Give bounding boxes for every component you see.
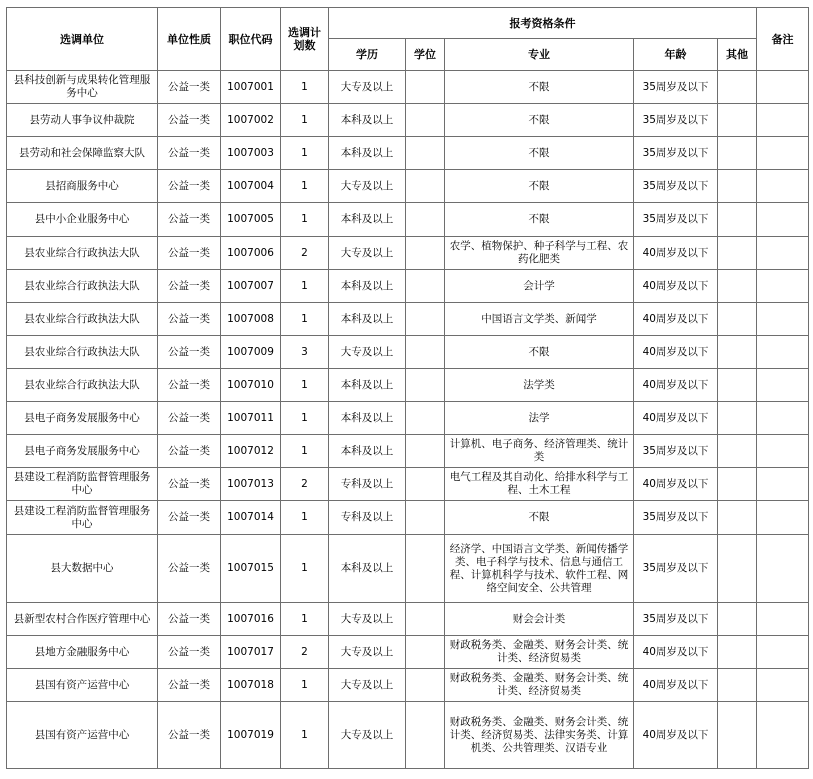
code-cell: 1007006 — [221, 237, 281, 270]
code-cell: 1007019 — [221, 702, 281, 769]
other-cell — [718, 468, 757, 501]
degree-cell — [406, 137, 445, 170]
header-conditions: 报考资格条件 — [329, 8, 757, 39]
major-cell: 不限 — [445, 104, 634, 137]
plan-cell: 2 — [281, 237, 329, 270]
education-cell: 本科及以上 — [329, 203, 406, 237]
remark-cell — [757, 270, 809, 303]
plan-cell: 1 — [281, 535, 329, 603]
education-cell: 大专及以上 — [329, 336, 406, 369]
plan-cell: 1 — [281, 104, 329, 137]
code-cell: 1007008 — [221, 303, 281, 336]
nature-cell: 公益一类 — [158, 435, 221, 468]
age-cell: 40周岁及以下 — [634, 270, 718, 303]
plan-cell: 2 — [281, 468, 329, 501]
remark-cell — [757, 369, 809, 402]
unit-cell: 县电子商务发展服务中心 — [7, 435, 158, 468]
education-cell: 大专及以上 — [329, 669, 406, 702]
education-cell: 大专及以上 — [329, 237, 406, 270]
code-cell: 1007016 — [221, 603, 281, 636]
age-cell: 40周岁及以下 — [634, 468, 718, 501]
other-cell — [718, 669, 757, 702]
remark-cell — [757, 402, 809, 435]
major-cell: 法学 — [445, 402, 634, 435]
degree-cell — [406, 369, 445, 402]
table-row — [7, 237, 809, 270]
header-degree: 学位 — [406, 39, 445, 71]
age-cell: 40周岁及以下 — [634, 303, 718, 336]
plan-cell: 1 — [281, 702, 329, 769]
table-row — [7, 71, 809, 104]
unit-cell: 县新型农村合作医疗管理中心 — [7, 603, 158, 636]
age-cell: 35周岁及以下 — [634, 535, 718, 603]
remark-cell — [757, 702, 809, 769]
age-cell: 35周岁及以下 — [634, 501, 718, 535]
unit-cell: 县农业综合行政执法大队 — [7, 369, 158, 402]
major-cell: 计算机、电子商务、经济管理类、统计类 — [445, 435, 634, 468]
major-cell: 电气工程及其自动化、给排水科学与工程、土木工程 — [445, 468, 634, 501]
degree-cell — [406, 104, 445, 137]
unit-cell: 县招商服务中心 — [7, 170, 158, 203]
other-cell — [718, 203, 757, 237]
code-cell: 1007003 — [221, 137, 281, 170]
code-cell: 1007010 — [221, 369, 281, 402]
code-cell: 1007018 — [221, 669, 281, 702]
header-code: 职位代码 — [221, 8, 281, 71]
table-row — [7, 603, 809, 636]
other-cell — [718, 501, 757, 535]
age-cell: 35周岁及以下 — [634, 137, 718, 170]
table-row — [7, 535, 809, 603]
remark-cell — [757, 237, 809, 270]
age-cell: 40周岁及以下 — [634, 702, 718, 769]
education-cell: 本科及以上 — [329, 535, 406, 603]
other-cell — [718, 104, 757, 137]
table-row — [7, 203, 809, 237]
plan-cell: 1 — [281, 303, 329, 336]
other-cell — [718, 270, 757, 303]
unit-cell: 县地方金融服务中心 — [7, 636, 158, 669]
remark-cell — [757, 535, 809, 603]
degree-cell — [406, 203, 445, 237]
other-cell — [718, 170, 757, 203]
remark-cell — [757, 501, 809, 535]
table-row — [7, 270, 809, 303]
education-cell: 本科及以上 — [329, 402, 406, 435]
nature-cell: 公益一类 — [158, 170, 221, 203]
plan-cell: 1 — [281, 501, 329, 535]
unit-cell: 县农业综合行政执法大队 — [7, 270, 158, 303]
degree-cell — [406, 435, 445, 468]
remark-cell — [757, 104, 809, 137]
degree-cell — [406, 402, 445, 435]
unit-cell: 县国有资产运营中心 — [7, 702, 158, 769]
table-row — [7, 369, 809, 402]
age-cell: 40周岁及以下 — [634, 237, 718, 270]
table-row — [7, 468, 809, 501]
table-row — [7, 104, 809, 137]
nature-cell: 公益一类 — [158, 71, 221, 104]
education-cell: 本科及以上 — [329, 270, 406, 303]
age-cell: 35周岁及以下 — [634, 170, 718, 203]
recruitment-table — [6, 7, 809, 769]
age-cell: 40周岁及以下 — [634, 636, 718, 669]
major-cell: 财政税务类、金融类、财务会计类、统计类、经济贸易类 — [445, 669, 634, 702]
table-row — [7, 435, 809, 468]
degree-cell — [406, 468, 445, 501]
major-cell: 中国语言文学类、新闻学 — [445, 303, 634, 336]
table-row — [7, 303, 809, 336]
major-cell: 经济学、中国语言文学类、新闻传播学类、电子科学与技术、信息与通信工程、计算机科学与技术、软件工程、网络空间安全、公共管理 — [445, 535, 634, 603]
age-cell: 35周岁及以下 — [634, 104, 718, 137]
code-cell: 1007001 — [221, 71, 281, 104]
code-cell: 1007007 — [221, 270, 281, 303]
education-cell: 大专及以上 — [329, 636, 406, 669]
code-cell: 1007004 — [221, 170, 281, 203]
remark-cell — [757, 137, 809, 170]
degree-cell — [406, 71, 445, 104]
nature-cell: 公益一类 — [158, 137, 221, 170]
major-cell: 财会会计类 — [445, 603, 634, 636]
header-plan: 选调计划数 — [281, 8, 329, 71]
nature-cell: 公益一类 — [158, 603, 221, 636]
age-cell: 35周岁及以下 — [634, 203, 718, 237]
major-cell: 农学、植物保护、种子科学与工程、农药化肥类 — [445, 237, 634, 270]
major-cell: 财政税务类、金融类、财务会计类、统计类、经济贸易类 — [445, 636, 634, 669]
education-cell: 本科及以上 — [329, 104, 406, 137]
remark-cell — [757, 336, 809, 369]
remark-cell — [757, 669, 809, 702]
age-cell: 35周岁及以下 — [634, 435, 718, 468]
other-cell — [718, 535, 757, 603]
nature-cell: 公益一类 — [158, 535, 221, 603]
major-cell: 法学类 — [445, 369, 634, 402]
unit-cell: 县建设工程消防监督管理服务中心 — [7, 468, 158, 501]
remark-cell — [757, 71, 809, 104]
table-row — [7, 402, 809, 435]
major-cell: 不限 — [445, 203, 634, 237]
remark-cell — [757, 303, 809, 336]
table-row — [7, 137, 809, 170]
major-cell: 不限 — [445, 137, 634, 170]
degree-cell — [406, 270, 445, 303]
code-cell: 1007013 — [221, 468, 281, 501]
nature-cell: 公益一类 — [158, 237, 221, 270]
plan-cell: 1 — [281, 270, 329, 303]
header-remark: 备注 — [757, 8, 809, 71]
degree-cell — [406, 237, 445, 270]
education-cell: 大专及以上 — [329, 170, 406, 203]
education-cell: 大专及以上 — [329, 603, 406, 636]
plan-cell: 2 — [281, 636, 329, 669]
unit-cell: 县劳动和社会保障监察大队 — [7, 137, 158, 170]
unit-cell: 县科技创新与成果转化管理服务中心 — [7, 71, 158, 104]
degree-cell — [406, 603, 445, 636]
education-cell: 专科及以上 — [329, 468, 406, 501]
nature-cell: 公益一类 — [158, 104, 221, 137]
other-cell — [718, 71, 757, 104]
age-cell: 35周岁及以下 — [634, 71, 718, 104]
education-cell: 大专及以上 — [329, 71, 406, 104]
age-cell: 40周岁及以下 — [634, 402, 718, 435]
degree-cell — [406, 535, 445, 603]
degree-cell — [406, 636, 445, 669]
code-cell: 1007005 — [221, 203, 281, 237]
degree-cell — [406, 303, 445, 336]
degree-cell — [406, 170, 445, 203]
table-row — [7, 336, 809, 369]
age-cell: 40周岁及以下 — [634, 369, 718, 402]
major-cell: 财政税务类、金融类、财务会计类、统计类、经济贸易类、法律实务类、计算机类、公共管理类、汉语专业 — [445, 702, 634, 769]
education-cell: 本科及以上 — [329, 303, 406, 336]
plan-cell: 3 — [281, 336, 329, 369]
nature-cell: 公益一类 — [158, 468, 221, 501]
remark-cell — [757, 203, 809, 237]
table-row — [7, 170, 809, 203]
other-cell — [718, 702, 757, 769]
header-age: 年龄 — [634, 39, 718, 71]
code-cell: 1007014 — [221, 501, 281, 535]
degree-cell — [406, 501, 445, 535]
education-cell: 本科及以上 — [329, 435, 406, 468]
code-cell: 1007002 — [221, 104, 281, 137]
education-cell: 本科及以上 — [329, 137, 406, 170]
other-cell — [718, 237, 757, 270]
major-cell: 不限 — [445, 501, 634, 535]
degree-cell — [406, 702, 445, 769]
education-cell: 专科及以上 — [329, 501, 406, 535]
unit-cell: 县电子商务发展服务中心 — [7, 402, 158, 435]
unit-cell: 县农业综合行政执法大队 — [7, 336, 158, 369]
age-cell: 35周岁及以下 — [634, 603, 718, 636]
table-row — [7, 501, 809, 535]
plan-cell: 1 — [281, 603, 329, 636]
remark-cell — [757, 435, 809, 468]
plan-cell: 1 — [281, 71, 329, 104]
remark-cell — [757, 603, 809, 636]
degree-cell — [406, 336, 445, 369]
nature-cell: 公益一类 — [158, 336, 221, 369]
code-cell: 1007012 — [221, 435, 281, 468]
major-cell: 不限 — [445, 170, 634, 203]
nature-cell: 公益一类 — [158, 303, 221, 336]
unit-cell: 县中小企业服务中心 — [7, 203, 158, 237]
other-cell — [718, 603, 757, 636]
table-row — [7, 669, 809, 702]
degree-cell — [406, 669, 445, 702]
other-cell — [718, 636, 757, 669]
other-cell — [718, 435, 757, 468]
nature-cell: 公益一类 — [158, 203, 221, 237]
nature-cell: 公益一类 — [158, 669, 221, 702]
plan-cell: 1 — [281, 669, 329, 702]
age-cell: 40周岁及以下 — [634, 336, 718, 369]
other-cell — [718, 336, 757, 369]
unit-cell: 县农业综合行政执法大队 — [7, 303, 158, 336]
plan-cell: 1 — [281, 170, 329, 203]
code-cell: 1007011 — [221, 402, 281, 435]
code-cell: 1007017 — [221, 636, 281, 669]
plan-cell: 1 — [281, 137, 329, 170]
header-major: 专业 — [445, 39, 634, 71]
other-cell — [718, 402, 757, 435]
unit-cell: 县建设工程消防监督管理服务中心 — [7, 501, 158, 535]
plan-cell: 1 — [281, 435, 329, 468]
unit-cell: 县农业综合行政执法大队 — [7, 237, 158, 270]
header-nature: 单位性质 — [158, 8, 221, 71]
nature-cell: 公益一类 — [158, 501, 221, 535]
header-unit: 选调单位 — [7, 8, 158, 71]
header-education: 学历 — [329, 39, 406, 71]
remark-cell — [757, 468, 809, 501]
other-cell — [718, 303, 757, 336]
nature-cell: 公益一类 — [158, 402, 221, 435]
unit-cell: 县大数据中心 — [7, 535, 158, 603]
plan-cell: 1 — [281, 203, 329, 237]
nature-cell: 公益一类 — [158, 636, 221, 669]
education-cell: 大专及以上 — [329, 702, 406, 769]
nature-cell: 公益一类 — [158, 270, 221, 303]
code-cell: 1007015 — [221, 535, 281, 603]
major-cell: 不限 — [445, 336, 634, 369]
education-cell: 本科及以上 — [329, 369, 406, 402]
major-cell: 会计学 — [445, 270, 634, 303]
age-cell: 40周岁及以下 — [634, 669, 718, 702]
major-cell: 不限 — [445, 71, 634, 104]
table-row — [7, 702, 809, 769]
remark-cell — [757, 636, 809, 669]
code-cell: 1007009 — [221, 336, 281, 369]
other-cell — [718, 369, 757, 402]
header-other: 其他 — [718, 39, 757, 71]
remark-cell — [757, 170, 809, 203]
unit-cell: 县劳动人事争议仲裁院 — [7, 104, 158, 137]
nature-cell: 公益一类 — [158, 369, 221, 402]
nature-cell: 公益一类 — [158, 702, 221, 769]
unit-cell: 县国有资产运营中心 — [7, 669, 158, 702]
plan-cell: 1 — [281, 369, 329, 402]
plan-cell: 1 — [281, 402, 329, 435]
other-cell — [718, 137, 757, 170]
table-row — [7, 636, 809, 669]
